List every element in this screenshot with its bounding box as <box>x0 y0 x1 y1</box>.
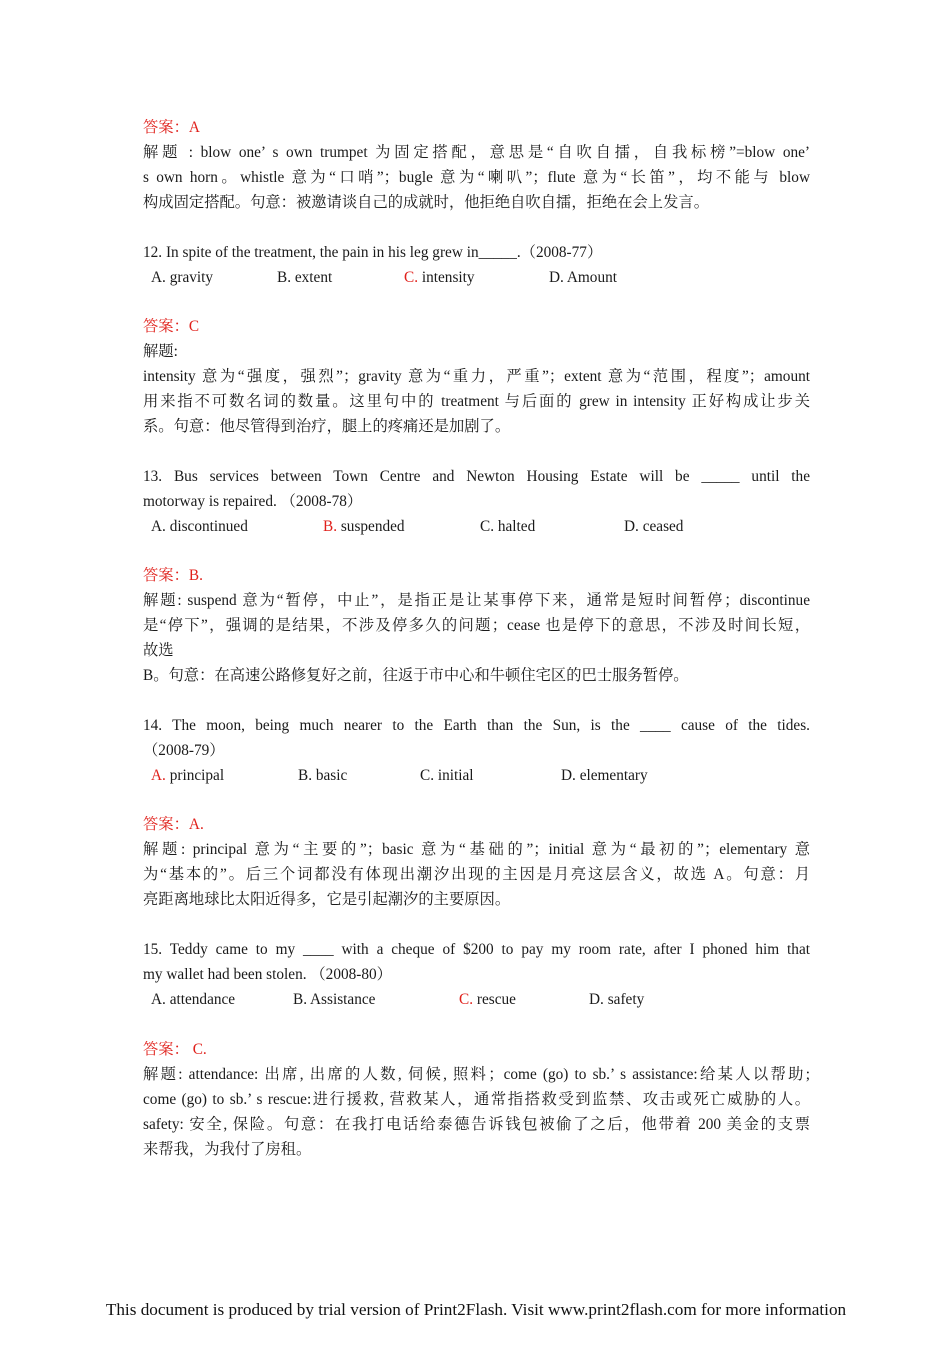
option-a: A. principal <box>151 767 225 784</box>
answer-line: 答案： C. <box>143 1041 207 1058</box>
option-a: A. attendance <box>151 991 236 1008</box>
option-d: D. elementary <box>561 767 648 784</box>
question-text: my wallet had been stolen. （2008-80） <box>143 966 392 983</box>
explanation-line: 用来指不可数名词的数量。这里句中的 treatment 与后面的 grew in intensity 正好构成让步关 <box>143 393 810 410</box>
explanation-line: intensity 意为“强度，强烈”；gravity 意为“重力，严重”；extent 意为“范围，程度”；amount <box>143 368 810 385</box>
option-d: D. ceased <box>624 518 684 535</box>
explanation-line: 系。句意：他尽管得到治疗，腿上的疼痛还是加剧了。 <box>143 418 511 435</box>
options-row <box>143 763 810 788</box>
trial-watermark-footer: This document is produced by trial version of Print2Flash. Visit www.print2flash.com for more information <box>105 1300 847 1319</box>
explanation-line: 解题: attendance: 出席, 出席的人数, 伺候, 照料；come (go) to sb.’ s assistance:给某人以帮助; <box>143 1066 810 1083</box>
option-c: C. intensity <box>404 269 475 286</box>
option-a: A. discontinued <box>151 518 248 535</box>
option-b: B. Assistance <box>293 991 376 1008</box>
explanation-line: 亮距离地球比太阳近得多，它是引起潮汐的主要原因。 <box>143 891 511 908</box>
options-row <box>143 265 810 290</box>
option-d: D. safety <box>589 991 645 1008</box>
explanation-line: B。句意：在高速公路修复好之前，往返于市中心和牛顿住宅区的巴士服务暂停。 <box>143 667 689 684</box>
explanation-line: 解题 : blow one’ s own trumpet 为固定搭配，意思是“自吹自擂，自我标榜”=blow one’ <box>143 144 810 161</box>
question-12 <box>143 240 810 290</box>
question-text: 13. Bus services between Town Centre and Newton Housing Estate will be _____ until the <box>143 468 810 485</box>
answer-12 <box>143 314 810 439</box>
answer-line: 答案：C <box>143 318 200 335</box>
options-row <box>143 987 810 1012</box>
question-text: 12. In spite of the treatment, the pain in his leg grew in_____.（2008-77） <box>143 244 603 261</box>
explanation-line: 构成固定搭配。句意：被邀请谈自己的成就时，他拒绝自吹自擂，拒绝在会上发言。 <box>143 194 709 211</box>
option-d: D. Amount <box>549 269 617 286</box>
option-c: C. initial <box>420 767 474 784</box>
question-text: 15. Teddy came to my ____ with a cheque of $200 to pay my room rate, after I phoned him that <box>143 941 810 958</box>
options-row <box>143 514 810 539</box>
explanation-line: 解题: <box>143 343 178 360</box>
question-14 <box>143 713 810 788</box>
option-a: A. gravity <box>151 269 214 286</box>
question-text: motorway is repaired. （2008-78） <box>143 493 363 510</box>
answer-line: 答案：A. <box>143 816 204 833</box>
answer-13 <box>143 563 810 688</box>
explanation-line: safety: 安全, 保险。句意：在我打电话给泰德告诉钱包被偷了之后，他带着 200 美金的支票 <box>143 1116 810 1133</box>
question-15 <box>143 937 810 1012</box>
explanation-line: 解题: suspend 意为“暂停，中止”，是指正是让某事停下来，通常是短时间暂停；discontinue <box>143 592 810 609</box>
option-c: C. halted <box>480 518 536 535</box>
answer-line: 答案：B. <box>143 567 203 584</box>
explanation-line: 是“停下”，强调的是结果，不涉及停多久的问题；cease 也是停下的意思，不涉及时间长短， <box>143 617 810 634</box>
explanation-line: come (go) to sb.’ s rescue:进行援救, 营救某人，通常指搭救受到监禁、攻击或死亡威胁的人。 <box>143 1091 810 1108</box>
explanation-line: 解题: principal 意为“主要的”；basic 意为“基础的”；initial 意为“最初的”；elementary 意 <box>143 841 810 858</box>
answer-14 <box>143 812 810 912</box>
answer-15 <box>143 1037 810 1162</box>
option-c: C. rescue <box>459 991 516 1008</box>
option-b: B. suspended <box>323 518 405 535</box>
explanation-line: 为“基本的”。后三个词都没有体现出潮汐出现的主因是月亮这层含义，故选 A。句意：月 <box>143 866 810 883</box>
option-b: B. basic <box>298 767 348 784</box>
option-b: B. extent <box>277 269 333 286</box>
answer-line: 答案：A <box>143 119 200 136</box>
question-text: （2008-79） <box>143 742 225 759</box>
question-13 <box>143 464 810 539</box>
question-text: 14. The moon, being much nearer to the Earth than the Sun, is the ____ cause of the tides. <box>143 717 810 734</box>
explanation-line: 故选 <box>143 642 174 659</box>
explanation-line: s own horn。whistle 意为“口哨”；bugle 意为“喇叭”；flute 意为“长笛”，均不能与 blow <box>143 169 810 186</box>
item-11 <box>143 115 810 215</box>
explanation-line: 来帮我，为我付了房租。 <box>143 1141 312 1158</box>
